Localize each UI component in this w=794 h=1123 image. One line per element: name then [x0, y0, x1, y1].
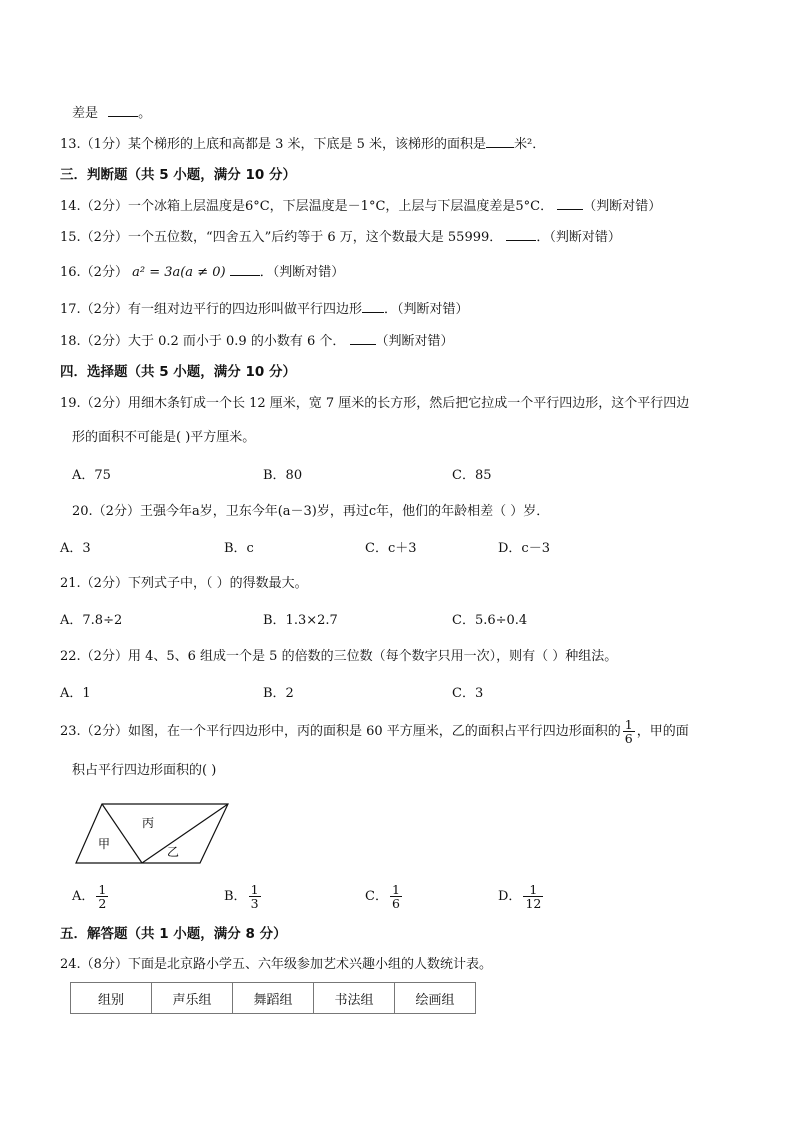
table-row — [71, 983, 476, 1014]
fraction: $\frac{1}{3}$ — [250, 882, 259, 911]
option-a[interactable]: A． $\frac{1}{2}$ — [72, 882, 107, 911]
answer-blank[interactable] — [230, 263, 260, 276]
region-bing-label: 丙 — [142, 816, 155, 830]
question-20: 20.（2分）王强今年a岁，卫东今年(a－3)岁，再过c年，他们的年龄相差（ ）岁． — [72, 504, 550, 519]
option-c[interactable]: C．3 — [452, 686, 484, 701]
option-c[interactable]: C． $\frac{1}{6}$ — [365, 882, 400, 911]
q12-tail: 差是 。 — [72, 106, 152, 121]
option-c[interactable]: C．c＋3 — [365, 541, 417, 556]
question-19-line-1: 19.（2分）用细木条钉成一个长 12 厘米，宽 7 厘米的长方形，然后把它拉成一个平行四边形，这个平行四边 — [60, 396, 690, 411]
table-header-cell: 绘画组 — [395, 983, 476, 1014]
answer-blank[interactable] — [362, 300, 384, 313]
question-18: 18.（2分）大于 0.2 而小于 0.9 的小数有 6 个． （判断对错） — [60, 334, 454, 349]
question-14: 14.（2分）一个冰箱上层温度是6°C，下层温度是－1°C，上层与下层温度差是5°C． （判断对错） — [60, 199, 662, 214]
divider-line — [102, 804, 142, 863]
option-d[interactable]: D．c－3 — [498, 541, 550, 556]
option-b[interactable]: B． $\frac{1}{3}$ — [224, 882, 259, 911]
question-19-line-2: 形的面积不可能是( )平方厘米。 — [72, 430, 256, 445]
fraction: $\frac{1}{6}$ — [624, 717, 633, 746]
option-b[interactable]: B．c — [224, 541, 254, 556]
table-header-cell: 舞蹈组 — [233, 983, 314, 1014]
answer-blank[interactable] — [486, 135, 514, 148]
table-header-cell: 组别 — [71, 983, 152, 1014]
option-a[interactable]: A．1 — [60, 686, 91, 701]
question-17: 17.（2分）有一组对边平行的四边形叫做平行四边形 ．（判断对错） — [60, 302, 469, 317]
section-5-title: 五．解答题（共 1 小题，满分 8 分） — [60, 926, 287, 942]
question-21: 21.（2分）下列式子中，（ ）的得数最大。 — [60, 576, 308, 591]
fraction: $\frac{1}{6}$ — [391, 882, 400, 911]
question-13: 13.（1分）某个梯形的上底和高都是 3 米，下底是 5 米，该梯形的面积是 米²． — [60, 137, 546, 152]
question-23-line-2: 积占平行四边形面积的( ) — [72, 763, 217, 778]
question-22: 22.（2分）用 4、5、6 组成一个是 5 的倍数的三位数（每个数字只用一次），则有（ ）种组法。 — [60, 649, 618, 664]
option-b[interactable]: B．2 — [263, 686, 294, 701]
section-4-title: 四．选择题（共 5 小题，满分 10 分） — [60, 364, 296, 380]
table-header-cell: 声乐组 — [152, 983, 233, 1014]
answer-blank[interactable] — [350, 332, 376, 345]
option-a[interactable]: A．3 — [60, 541, 91, 556]
answer-blank[interactable] — [557, 197, 583, 210]
answer-blank[interactable] — [506, 228, 536, 241]
parallelogram-figure — [72, 800, 232, 868]
answer-blank[interactable] — [108, 104, 138, 117]
question-24: 24.（8分）下面是北京路小学五、六年级参加艺术兴趣小组的人数统计表。 — [60, 957, 492, 972]
fraction: $\frac{1}{12}$ — [525, 882, 542, 911]
option-b[interactable]: B．1.3×2.7 — [263, 613, 338, 628]
region-yi-label: 乙 — [167, 845, 180, 859]
fraction: $\frac{1}{2}$ — [98, 882, 107, 911]
option-c[interactable]: C．5.6÷0.4 — [452, 613, 528, 628]
option-b[interactable]: B．80 — [263, 468, 303, 483]
stats-table — [70, 982, 476, 1014]
option-d[interactable]: D． $\frac{1}{12}$ — [498, 882, 542, 911]
divider-line — [142, 804, 228, 863]
parallelogram-outline — [76, 804, 228, 863]
option-c[interactable]: C．85 — [452, 468, 492, 483]
option-a[interactable]: A．7.8÷2 — [60, 613, 123, 628]
question-23-line-1: 23.（2分）如图，在一个平行四边形中，丙的面积是 60 平方厘米，乙的面积占平行四边形面积的 $\frac{1}{6}$ ，甲的面 — [60, 717, 689, 746]
math-expression: a² = 3a(a ≠ 0) — [132, 265, 226, 280]
table-header-cell: 书法组 — [314, 983, 395, 1014]
question-16: 16.（2分） a² = 3a(a ≠ 0) ．（判断对错） — [60, 265, 345, 280]
question-15: 15.（2分）一个五位数，“四舍五入”后约等于 6 万，这个数最大是 55999． ．（判断对错） — [60, 230, 621, 245]
section-3-title: 三．判断题（共 5 小题，满分 10 分） — [60, 167, 296, 183]
option-a[interactable]: A．75 — [72, 468, 111, 483]
region-jia-label: 甲 — [98, 837, 111, 851]
